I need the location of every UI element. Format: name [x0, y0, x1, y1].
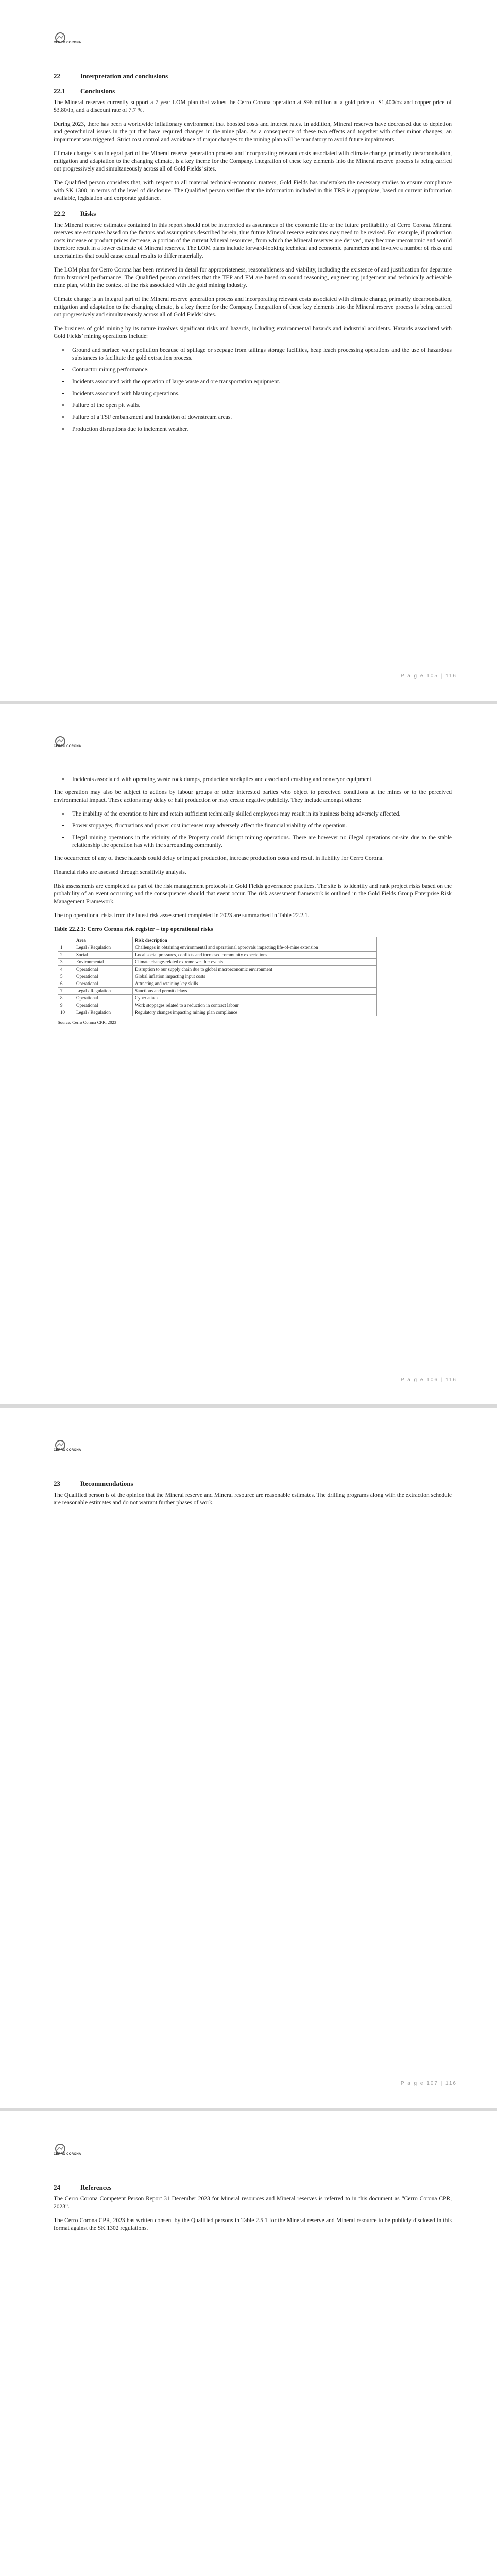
- list-item: • Incidents associated with blasting operations.: [69, 390, 452, 398]
- risk-number-cell: 4: [58, 966, 74, 973]
- paragraph: Risk assessments are completed as part of the risk management protocols in Gold Fields governance practices. The site is to identify and rank project risks based on the probability of an event occurring and the consequences should that event occur. The risk assessment framework is outlined in the Gold Fields Group Enterprise Risk Management Framework.: [54, 883, 452, 905]
- logo-text: CERRO CORONA: [54, 41, 81, 44]
- logo-text: CERRO CORONA: [54, 745, 81, 748]
- risk-area-cell: Environmental: [74, 959, 133, 966]
- logo-text: CERRO CORONA: [54, 2153, 81, 2156]
- section-title: References: [80, 2183, 112, 2191]
- risk-area-cell: Legal / Regulation: [74, 944, 133, 952]
- list-item: • The inability of the operation to hire and retain sufficient technically skilled employees may result in its business being adversely affected.: [69, 810, 452, 818]
- table-row: [58, 1009, 377, 1016]
- paragraph: The operation may also be subject to actions by labour groups or other interested parties who object to perceived conditions at the mines or to the perceived environmental impact. These actions may delay or halt production or may create negative publicity. They include amongst others:: [54, 789, 452, 803]
- section-title: Recommendations: [80, 1480, 133, 1487]
- risk-description-cell: Attracting and retaining key skills: [133, 980, 377, 988]
- paragraph: Climate change is an integral part of the Mineral reserve generation process and incorporating relevant costs associated with climate change, primarily decarbonisation, mitigation and adaptation to the changing climate, is a key theme for the Company. Integration of these key elements into the Mineral reserve process is being carried out progressively and simultaneously across all of Gold Fields’ sites.: [54, 150, 452, 172]
- table-row: [58, 973, 377, 980]
- risk-register-table: [58, 937, 377, 1016]
- hazard-list: [54, 776, 452, 784]
- paragraph: Climate change is an integral part of the Mineral reserve generation process and incorporating relevant costs associated with climate change, primarily decarbonisation, mitigation and adaptation to the changing climate, is a key theme for the Company. Integration of these key elements into the Mineral reserve process is being carried out progressively and simultaneously across all of Gold Fields’ sites.: [54, 296, 452, 318]
- risk-number-cell: 6: [58, 980, 74, 988]
- table-row: [58, 944, 377, 952]
- risk-area-cell: Legal / Regulation: [74, 988, 133, 995]
- list-item: • Incidents associated with operating waste rock dumps, production stockpiles and associated crushing and conveyor equipment.: [69, 776, 452, 784]
- list-item: • Power stoppages, fluctuations and power cost increases may adversely affect the financial viability of the operation.: [69, 822, 452, 830]
- risk-number-cell: 9: [58, 1002, 74, 1009]
- risk-area-cell: Legal / Regulation: [74, 1009, 133, 1016]
- page-number: P a g e 107 | 116: [400, 2081, 457, 2087]
- risk-area-cell: Operational: [74, 973, 133, 980]
- list-item: • Contractor mining performance.: [69, 366, 452, 374]
- company-logo: [54, 2142, 84, 2158]
- section-heading: [54, 72, 452, 80]
- subsection-title: Risks: [80, 210, 96, 217]
- list-item: • Illegal mining operations in the vicinity of the Property could disrupt mining operations. There are however no illegal operations on-site due to the stable relationship the operation has with the surrounding community.: [69, 834, 452, 850]
- risk-number-cell: 7: [58, 988, 74, 995]
- risk-number-cell: 8: [58, 995, 74, 1002]
- company-logo: [54, 31, 84, 46]
- document-page-105: [0, 0, 497, 701]
- risk-area-cell: Social: [74, 952, 133, 959]
- table-row: [58, 952, 377, 959]
- risk-number-cell: 2: [58, 952, 74, 959]
- company-logo: [54, 1438, 84, 1454]
- page-number: P a g e 105 | 116: [400, 673, 457, 679]
- section-number: 24: [54, 2183, 60, 2191]
- document-page-107: [0, 1408, 497, 2108]
- section-number: 23: [54, 1480, 60, 1487]
- risk-number-cell: 1: [58, 944, 74, 952]
- paragraph: The Cerro Corona Competent Person Report 31 December 2023 for Mineral resources and Mineral reserves is referred to in this document as “Cerro Corona CPR, 2023”.: [54, 2196, 452, 2210]
- paragraph: The Qualified person considers that, with respect to all material technical-economic matters, Gold Fields has undertaken the necessary studies to ensure compliance with SK 1300, in terms of the level of disclosure. The Qualified person verifies that the information included in this TRS is appropriate, based on current information available, legislation and corporate guidance.: [54, 180, 452, 201]
- subsection-number: 22.2: [54, 210, 65, 217]
- risk-number-cell: 3: [58, 959, 74, 966]
- table-caption: Table 22.2.1: Cerro Corona risk register – top operational risks: [54, 926, 213, 933]
- table-row: [58, 980, 377, 988]
- column-header: Area: [74, 937, 133, 944]
- risk-description-cell: Climate change-related extreme weather events: [133, 959, 377, 966]
- document-page-106: [0, 704, 497, 1404]
- list-item: • Ground and surface water pollution because of spillage or seepage from tailings storage facilities, heap leach processing operations and the use of hazardous substances to facilitate the gold extraction process.: [69, 347, 452, 362]
- risk-number-cell: 5: [58, 973, 74, 980]
- subsection-heading: [54, 210, 452, 217]
- risk-number-cell: 10: [58, 1009, 74, 1016]
- paragraph: The occurrence of any of these hazards could delay or impact production, increase production costs and result in liability for Cerro Corona.: [54, 855, 384, 861]
- logo-text: CERRO CORONA: [54, 1449, 81, 1452]
- subsection-title: Conclusions: [80, 87, 115, 95]
- paragraph: Financial risks are assessed through sensitivity analysis.: [54, 869, 186, 875]
- company-logo: [54, 735, 84, 750]
- risk-description-cell: Local social pressures, conflicts and increased community expectations: [133, 952, 377, 959]
- list-item: • Production disruptions due to inclement weather.: [69, 426, 452, 433]
- risk-description-cell: Work stoppages related to a reduction in contract labour: [133, 1002, 377, 1009]
- paragraph: During 2023, there has been a worldwide inflationary environment that boosted costs and interest rates. In addition, Mineral reserves have decreased due to depletion and geotechnical issues in the pit that have required changes in the mine plan. As a consequence of these two effects and together with other minor changes, an impairment was triggered. Strict cost control and avoidance of major changes to the mining plan will be mandatory to avoid future impairments.: [54, 121, 452, 143]
- paragraph: The Cerro Corona CPR, 2023 has written consent by the Qualified persons in Table 2.5.1 for the Mineral reserve and Mineral resource to be publicly disclosed in this format against the SK 1302 regulations.: [54, 2217, 452, 2231]
- risk-description-cell: Regulatory changes impacting mining plan compliance: [133, 1009, 377, 1016]
- hazard-list: [54, 347, 452, 433]
- risk-description-cell: Disruption to our supply chain due to global macroeconomic environment: [133, 966, 377, 973]
- table-source: Source: Cerro Corona CPR, 2023: [58, 1020, 117, 1025]
- risk-area-cell: Operational: [74, 980, 133, 988]
- table-row: [58, 959, 377, 966]
- paragraph: The Qualified person is of the opinion that the Mineral reserve and Mineral resource are reasonable estimates. The drilling programs along with the extraction schedule are reasonable estimates and do not warrant further phases of work.: [54, 1492, 452, 1506]
- table-header-row: [58, 937, 377, 944]
- column-header: Risk description: [133, 937, 377, 944]
- paragraph: The Mineral reserve estimates contained in this report should not be interpreted as assurances of the economic life or the future profitability of Cerro Corona. Mineral reserves are estimates based on the factors and assumptions described herein, thus future Mineral reserve estimates may need to be revised. For example, if production costs increase or product prices decrease, a portion of the current Mineral resources, from which the Mineral reserves are derived, may become uneconomic and would therefore result in a lower estimate of Mineral reserves. The LOM plans include forward-looking technical and economic parameters and involve a number of risks and uncertainties that could cause actual results to differ materially.: [54, 222, 452, 259]
- list-item: • Incidents associated with the operation of large waste and ore transportation equipment.: [69, 378, 452, 386]
- risk-description-cell: Challenges in obtaining environmental and operational approvals impacting life-of-mine extension: [133, 944, 377, 952]
- table-row: [58, 966, 377, 973]
- paragraph: The Mineral reserves currently support a 7 year LOM plan that values the Cerro Corona operation at $96 million at a gold price of $1,400/oz and copper price of $3.80/lb, and a discount rate of 7.7 %.: [54, 99, 452, 113]
- paragraph: The business of gold mining by its nature involves significant risks and hazards, including environmental hazards and industrial accidents. Hazards associated with Gold Fields’ mining operations include:: [54, 326, 452, 340]
- list-item: • Failure of a TSF embankment and inundation of downstream areas.: [69, 414, 452, 421]
- risk-description-cell: Sanctions and permit delays: [133, 988, 377, 995]
- table-body: [58, 944, 377, 1016]
- table-row: [58, 995, 377, 1002]
- column-header: [58, 937, 74, 944]
- subsection-heading: [54, 87, 452, 95]
- risk-description-cell: Cyber attack: [133, 995, 377, 1002]
- subsection-number: 22.1: [54, 87, 65, 95]
- paragraph: The top operational risks from the latest risk assessment completed in 2023 are summarised in Table 22.2.1.: [54, 912, 310, 919]
- labour-risk-list: [54, 810, 452, 850]
- risk-description-cell: Global inflation impacting input costs: [133, 973, 377, 980]
- document-page-108: [0, 2111, 497, 2576]
- section-title: Interpretation and conclusions: [80, 72, 168, 80]
- section-heading: [54, 2183, 452, 2191]
- list-item: • Failure of the open pit walls.: [69, 402, 452, 410]
- paragraph: The LOM plan for Cerro Corona has been reviewed in detail for appropriateness, reasonableness and viability, including the existence of and justification for departure from historical performance. The Qualified person considers that the TEP and FM are based on sound reasoning, engineering judgement and technically achievable mine plan, within the context of the risk associated with the gold mining industry.: [54, 267, 452, 289]
- risk-area-cell: Operational: [74, 966, 133, 973]
- table-row: [58, 1002, 377, 1009]
- table-row: [58, 988, 377, 995]
- risk-area-cell: Operational: [74, 995, 133, 1002]
- risk-area-cell: Operational: [74, 1002, 133, 1009]
- page-number: P a g e 106 | 116: [400, 1377, 457, 1383]
- section-heading: [54, 1480, 452, 1487]
- section-number: 22: [54, 72, 60, 80]
